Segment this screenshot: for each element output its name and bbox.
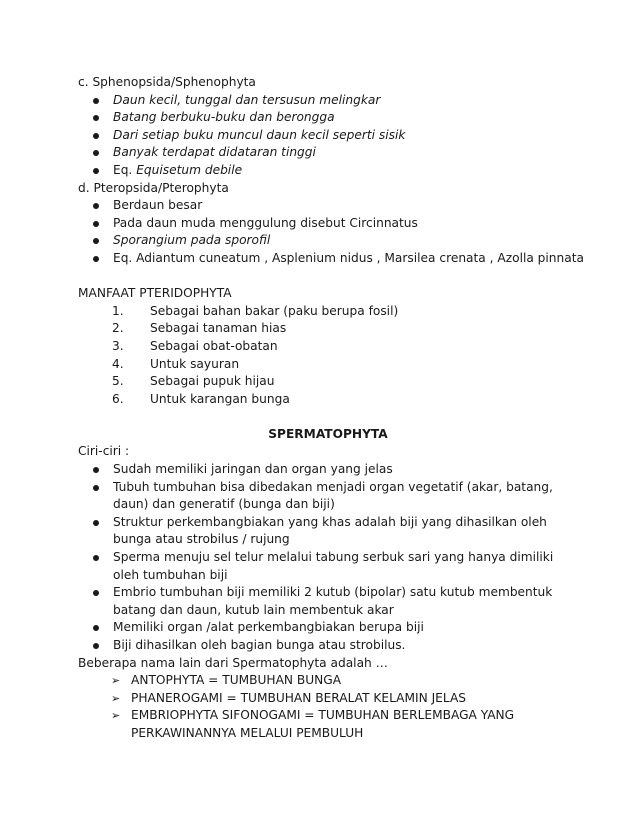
list-item: Embrio tumbuhan biji memiliki 2 kutub (bipolar) satu kutub membentuk batang dan daun, kutub lain membentuk akar [78,584,578,619]
bullet-icon [93,115,99,121]
document-page [78,74,584,743]
list-item: Biji dihasilkan oleh bagian bunga atau strobilus. [78,637,578,655]
bullet-icon [93,467,99,473]
numbered-item: 3. Sebagai obat-obatan [112,338,278,353]
manfaat-heading: MANFAAT PTERIDOPHYTA [78,286,232,301]
section-d-heading: d. Pteropsida/Pterophyta [78,180,229,195]
arrow-bullet-icon: ➢ [111,674,121,688]
list-item: Berdaun besar [78,197,578,215]
list-item: Banyak terdapat didataran tinggi [78,144,578,162]
section-c-heading: c. Sphenopsida/Sphenophyta [78,75,256,89]
numbered-item: 4. Untuk sayuran [112,356,240,371]
arrow-item: ➢ EMBRIOPHYTA SIFONOGAMI = TUMBUHAN BERLEMBAGA YANG PERKAWINANNYA MELALUI PEMBULUH [111,708,515,740]
numbered-item: 2. Sebagai tanaman hias [112,321,287,336]
arrow-bullet-icon: ➢ [111,691,121,705]
bullet-icon [93,555,99,561]
list-item: Sperma menuju sel telur melalui tabung serbuk sari yang hanya dimiliki oleh tumbuhan biji [78,549,578,584]
bullet-icon [93,133,99,139]
list-item: Dari setiap buku muncul daun kecil seperti sisik [78,127,578,145]
bullet-icon [93,168,99,174]
species-name: Equisetum debile [136,162,243,177]
numbered-item: 6. Untuk karangan bunga [112,391,290,406]
bullet-icon [93,203,99,209]
bullet-icon [93,625,99,631]
bullet-icon [93,150,99,156]
list-item: Tubuh tumbuhan bisa dibedakan menjadi organ vegetatif (akar, batang, daun) dan generatif (bunga dan biji) [78,479,578,514]
bullet-icon [93,256,99,262]
bullet-icon [93,238,99,244]
arrow-item: ➢ PHANEROGAMI = TUMBUHAN BERALAT KELAMIN JELAS [78,690,578,708]
list-item: Daun kecil, tunggal dan tersusun melingkar [78,92,578,110]
names-intro: Beberapa nama lain dari Spermatophyta adalah … [78,655,388,670]
numbered-item: 5. Sebagai pupuk hijau [112,374,275,389]
bullet-icon [93,485,99,491]
arrow-item: ➢ ANTOPHYTA = TUMBUHAN BUNGA [78,672,578,690]
list-item: Batang berbuku-buku dan berongga [78,109,578,127]
arrow-bullet-icon: ➢ [111,709,121,723]
list-item: Sporangium pada sporofil [78,232,578,250]
bullet-icon [93,221,99,227]
list-item: Eq. Adiantum cuneatum , Asplenium nidus , Marsilea crenata , Azolla pinnata [78,250,578,268]
bullet-icon [93,590,99,596]
numbered-item: 1. Sebagai bahan bakar (paku berupa fosil) [112,303,399,318]
list-item: Pada daun muda menggulung disebut Circinnatus [78,215,578,233]
list-item: Struktur perkembangbiakan yang khas adalah biji yang dihasilkan oleh bunga atau strobilus / rujung [78,514,578,549]
list-item: Sudah memiliki jaringan dan organ yang jelas [78,461,578,479]
bullet-icon [93,520,99,526]
list-item-example: Eq. Equisetum debile [78,162,578,180]
section-title: SPERMATOPHYTA [268,426,388,441]
bullet-icon [93,98,99,104]
bullet-icon [93,643,99,649]
ciri-label: Ciri-ciri : [78,444,130,459]
list-item: Memiliki organ /alat perkembangbiakan berupa biji [78,619,578,637]
